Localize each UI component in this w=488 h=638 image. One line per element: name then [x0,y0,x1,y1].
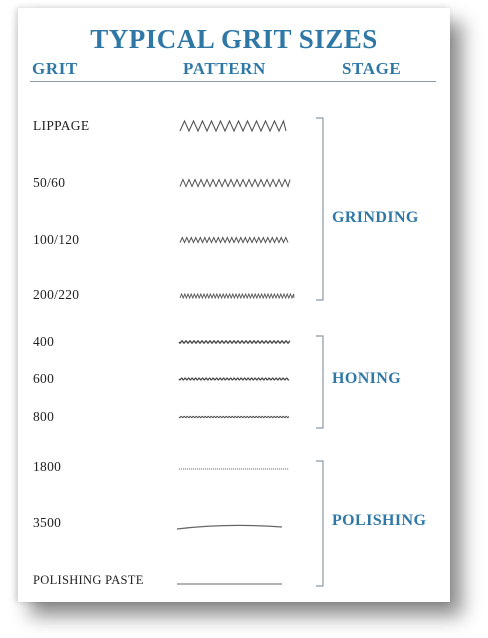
page-title: TYPICAL GRIT SIZES [90,24,378,54]
header-pattern: PATTERN [183,59,266,78]
coarse-zigzag-icon [180,121,286,131]
fine-zigzag-icon [180,238,288,243]
wavy-line-icon [179,341,290,343]
grit-label-lippage: LIPPAGE [33,118,90,133]
header-stage: STAGE [342,59,402,78]
grit-chart-card [18,8,450,602]
grit-label-50-60: 50/60 [33,175,66,190]
fine-wavy-line-icon [179,378,289,380]
honing-bracket [316,336,323,428]
grit-label-200-220: 200/220 [33,287,80,302]
header-grit: GRIT [32,59,78,78]
pattern-graphics [18,8,450,602]
grit-label-800: 800 [33,409,55,424]
very-fine-wavy-line-icon [179,416,289,417]
grit-label-polishing-paste: POLISHING PASTE [33,573,144,587]
grinding-bracket [316,118,323,300]
grit-label-100-120: 100/120 [33,232,80,247]
grit-label-600: 600 [33,371,55,386]
zigzag-icon [180,180,290,187]
grit-label-3500: 3500 [33,515,62,530]
stage-label-honing: HONING [332,370,402,387]
stage-label-grinding: GRINDING [332,209,419,226]
grit-label-400: 400 [33,334,55,349]
gentle-curve-icon [177,525,282,529]
grit-label-1800: 1800 [33,459,62,474]
stage-label-polishing: POLISHING [332,512,427,529]
very-fine-zigzag-icon [180,294,294,298]
polishing-bracket [316,461,323,586]
